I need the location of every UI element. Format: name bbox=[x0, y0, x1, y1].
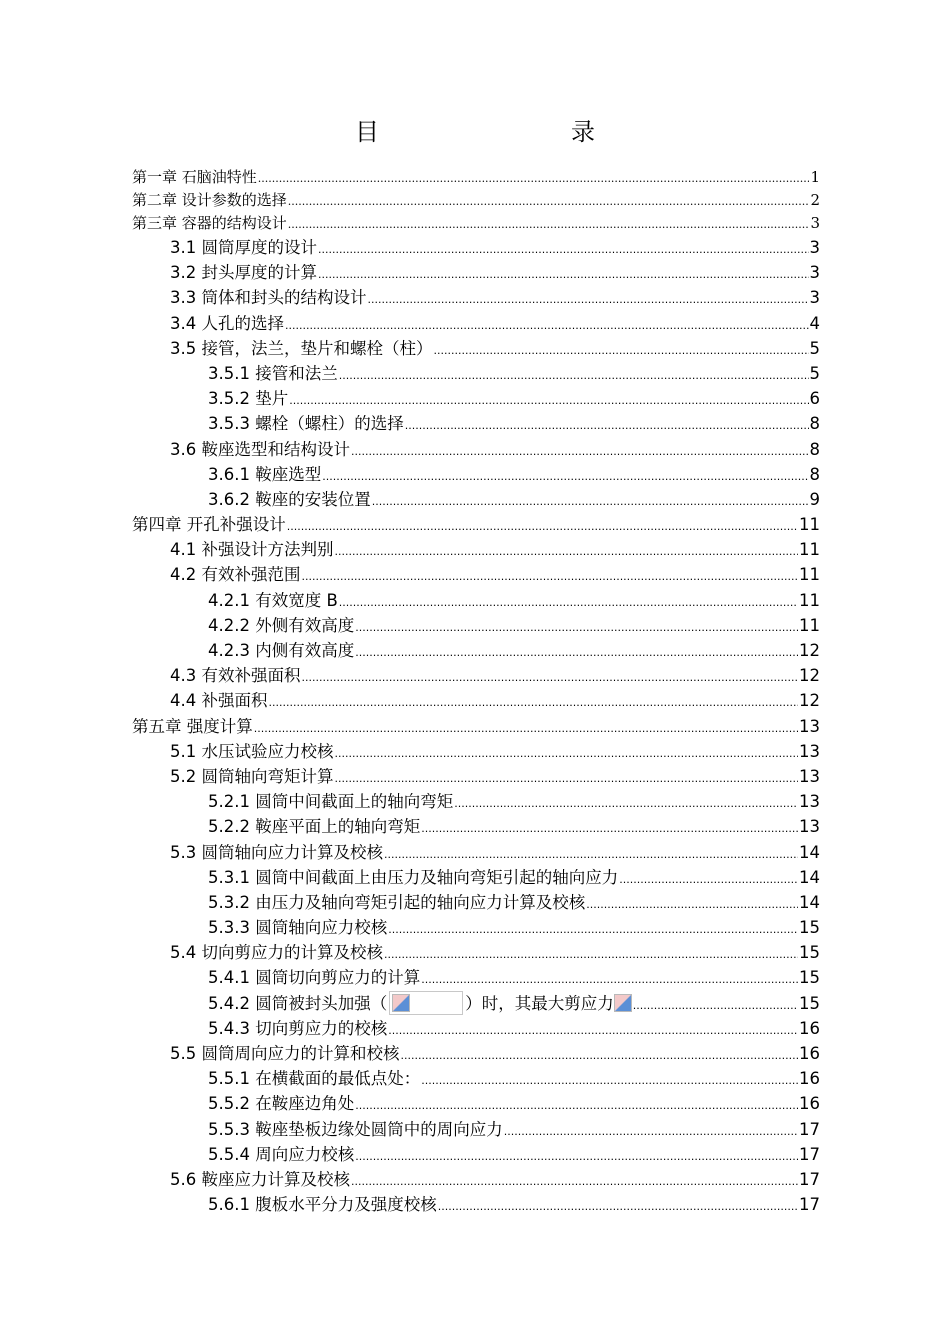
toc-page-number: 12 bbox=[799, 691, 820, 711]
toc-entry-title bbox=[170, 764, 334, 789]
toc-entry-title-text: 5.3 圆筒轴向应力计算及校核 bbox=[170, 842, 383, 862]
toc-entry-title bbox=[208, 1142, 354, 1167]
toc-dot-leader bbox=[372, 489, 809, 514]
toc-entry-title bbox=[208, 1066, 420, 1091]
toc-dot-leader bbox=[401, 1043, 799, 1068]
toc-page-number: 11 bbox=[799, 540, 820, 560]
toc-entry-title bbox=[132, 512, 286, 537]
toc-entry-title-text: 5.3.1 圆筒中间截面上由压力及轴向弯矩引起的轴向应力 bbox=[208, 867, 619, 887]
toc-page-number: 15 bbox=[799, 918, 820, 938]
toc-entry-title-text: 第五章 强度计算 bbox=[132, 716, 253, 736]
toc-entry-title-text: 5.5.1 在横截面的最低点处： bbox=[208, 1069, 421, 1089]
toc-dot-leader bbox=[335, 539, 799, 564]
toc-entry[interactable] bbox=[132, 1091, 820, 1116]
toc-entry[interactable] bbox=[132, 285, 820, 310]
toc-dot-leader bbox=[384, 842, 798, 867]
toc-entry[interactable] bbox=[132, 1142, 820, 1167]
toc-entry-title bbox=[208, 462, 321, 487]
toc-entry[interactable] bbox=[132, 1192, 820, 1217]
toc-entry-title-text: 5.5 圆筒周向应力的计算和校核 bbox=[170, 1044, 400, 1063]
toc-dot-leader bbox=[351, 439, 809, 464]
toc-entry[interactable] bbox=[132, 638, 820, 663]
toc-entry-title-text: 5.4.3 切向剪应力的校核 bbox=[208, 1018, 388, 1038]
toc-entry-title bbox=[170, 739, 334, 764]
toc-page-number: 13 bbox=[799, 792, 820, 812]
toc-entry-title bbox=[208, 890, 585, 915]
toc-entry-title bbox=[208, 1117, 503, 1142]
toc-entry-title-text: 5.4.2 圆筒被封头加强（ bbox=[208, 993, 388, 1013]
toc-entry-title-text: 5.5.4 周向应力校核 bbox=[208, 1144, 355, 1164]
toc-entry-title bbox=[170, 940, 383, 965]
toc-entry-title bbox=[208, 386, 288, 411]
toc-entry-title-text: 5.1 水压试验应力校核 bbox=[170, 741, 334, 761]
toc-dot-leader bbox=[421, 967, 798, 992]
toc-entry-title-text: 3.5.1 接管和法兰 bbox=[208, 363, 338, 383]
toc-entry[interactable] bbox=[132, 890, 820, 915]
toc-dot-leader bbox=[434, 338, 809, 363]
toc-entry[interactable] bbox=[132, 764, 820, 789]
toc-entry-title bbox=[208, 487, 371, 512]
toc-page-number: 5 bbox=[809, 363, 820, 383]
toc-entry-title bbox=[208, 411, 404, 436]
toc-page-number: 9 bbox=[809, 489, 820, 509]
toc-entry-title bbox=[208, 814, 420, 839]
toc-entry-title bbox=[208, 638, 354, 663]
toc-dot-leader bbox=[288, 213, 810, 236]
toc-page-number: 12 bbox=[799, 666, 820, 686]
page-title: 目 录 bbox=[355, 118, 643, 146]
toc-entry-title-text: ）时，其最大剪应力 bbox=[465, 993, 614, 1013]
toc-dot-leader bbox=[254, 716, 798, 741]
toc-entry-title-text: 3.5 接管，法兰，垫片和螺栓（柱） bbox=[170, 338, 433, 358]
toc-entry-title bbox=[132, 166, 257, 189]
toc-dot-leader bbox=[351, 1169, 798, 1194]
toc-entry[interactable] bbox=[132, 915, 820, 940]
toc-entry[interactable] bbox=[132, 814, 820, 839]
toc-entry[interactable] bbox=[132, 588, 820, 613]
toc-page-number: 16 bbox=[799, 1018, 820, 1038]
toc-entry-title-text: 5.3.2 由压力及轴向弯矩引起的轴向应力计算及校核 bbox=[208, 892, 586, 912]
toc-dot-leader bbox=[438, 1194, 798, 1219]
toc-entry-title-text: 5.2.2 鞍座平面上的轴向弯矩 bbox=[208, 817, 421, 837]
toc-entry[interactable] bbox=[132, 361, 820, 386]
toc-entry[interactable] bbox=[132, 688, 820, 713]
toc-dot-leader bbox=[619, 867, 798, 892]
toc-dot-leader bbox=[355, 1093, 798, 1118]
toc-page-number: 11 bbox=[799, 515, 820, 535]
toc-entry-title bbox=[170, 1041, 400, 1066]
toc-page-number: 5 bbox=[809, 338, 820, 358]
toc-page-number: 8 bbox=[809, 439, 820, 459]
toc-entry[interactable] bbox=[132, 714, 820, 739]
toc-entry-title-text: 5.5.3 鞍座垫板边缘处圆筒中的周向应力 bbox=[208, 1119, 503, 1139]
toc-entry[interactable] bbox=[132, 386, 820, 411]
toc-dot-leader bbox=[258, 167, 810, 190]
toc-entry-title-text: 3.6.1 鞍座选型 bbox=[208, 464, 322, 484]
toc-dot-leader bbox=[322, 464, 808, 489]
toc-page-number: 12 bbox=[799, 641, 820, 660]
toc-entry-title bbox=[170, 235, 317, 260]
toc-dot-leader bbox=[302, 564, 799, 589]
toc-entry-title bbox=[208, 965, 420, 990]
toc-page-number: 11 bbox=[799, 565, 820, 585]
toc-entry-title bbox=[170, 840, 383, 865]
toc-page-number: 13 bbox=[799, 766, 820, 786]
toc-entry-title-text: 3.5.2 垫片 bbox=[208, 389, 289, 409]
toc-entry-title-text: 4.2.3 内侧有效高度 bbox=[208, 641, 355, 660]
toc-entry[interactable] bbox=[132, 865, 820, 890]
toc-page-number: 8 bbox=[809, 414, 820, 434]
broken-image-icon bbox=[614, 994, 632, 1012]
toc-page-number: 3 bbox=[810, 214, 820, 232]
toc-page-number: 3 bbox=[809, 263, 820, 283]
toc-entry-title bbox=[132, 212, 287, 235]
toc-dot-leader bbox=[586, 892, 798, 917]
toc-page-number: 6 bbox=[809, 389, 820, 409]
toc-entry[interactable] bbox=[132, 189, 820, 212]
toc-entry[interactable] bbox=[132, 411, 820, 436]
toc-entry-title-text: 5.4.1 圆筒切向剪应力的计算 bbox=[208, 968, 421, 988]
toc-page-number: 15 bbox=[799, 943, 820, 963]
toc-dot-leader bbox=[355, 640, 798, 665]
toc-page-number: 13 bbox=[799, 716, 820, 736]
toc-dot-leader bbox=[339, 363, 809, 388]
toc-page-number: 1 bbox=[810, 168, 820, 186]
toc-page-number: 3 bbox=[809, 238, 820, 257]
toc-entry-title bbox=[170, 311, 284, 336]
toc-entry[interactable] bbox=[132, 663, 820, 688]
toc-dot-leader bbox=[355, 1144, 798, 1169]
toc-entry-title bbox=[170, 688, 268, 713]
toc-dot-leader bbox=[388, 1018, 798, 1043]
toc-dot-leader bbox=[421, 816, 798, 841]
toc-page-number: 14 bbox=[799, 867, 820, 887]
toc-entry-title-text: 5.2.1 圆筒中间截面上的轴向弯矩 bbox=[208, 792, 454, 812]
toc-page-number: 13 bbox=[799, 741, 820, 761]
toc-entry-title bbox=[170, 663, 301, 688]
toc-entry-title bbox=[208, 613, 354, 638]
toc-entry-title-text: 4.2.1 有效宽度 B bbox=[208, 590, 338, 610]
toc-entry-title bbox=[208, 1192, 437, 1217]
formula-image-placeholder bbox=[389, 991, 463, 1015]
toc-entry[interactable] bbox=[132, 1016, 820, 1041]
toc-entry-title bbox=[208, 991, 632, 1016]
toc-dot-leader bbox=[288, 190, 810, 213]
toc-entry-title bbox=[170, 537, 334, 562]
toc-dot-leader bbox=[384, 942, 798, 967]
toc-entry-title-text: 第四章 开孔补强设计 bbox=[132, 515, 286, 535]
toc-entry-title-text: 3.2 封头厚度的计算 bbox=[170, 263, 317, 283]
toc-entry-title bbox=[208, 361, 338, 386]
toc-page-number: 17 bbox=[799, 1144, 820, 1164]
toc-entry-title bbox=[170, 1167, 350, 1192]
toc-entry[interactable] bbox=[132, 1117, 820, 1142]
toc-entry-title bbox=[170, 260, 317, 285]
toc-entry-title bbox=[208, 1091, 354, 1116]
toc-entry[interactable] bbox=[132, 1041, 820, 1066]
toc-page-number: 17 bbox=[799, 1169, 820, 1189]
toc-entry-title-text: 4.2 有效补强范围 bbox=[170, 565, 301, 585]
toc-entry[interactable] bbox=[132, 311, 820, 336]
toc-entry[interactable] bbox=[132, 512, 820, 537]
toc-entry-title bbox=[208, 789, 453, 814]
toc-page-number: 16 bbox=[799, 1044, 820, 1063]
toc-dot-leader bbox=[355, 615, 798, 640]
toc-entry[interactable] bbox=[132, 166, 820, 189]
toc-entry[interactable] bbox=[132, 212, 820, 235]
toc-dot-leader bbox=[633, 993, 798, 1018]
toc-entry[interactable] bbox=[132, 1066, 820, 1091]
toc-dot-leader bbox=[388, 917, 798, 942]
toc-entry-title-text: 5.3.3 圆筒轴向应力校核 bbox=[208, 918, 388, 938]
toc-page-number: 4 bbox=[809, 313, 820, 333]
toc-page-number: 15 bbox=[799, 968, 820, 988]
toc-dot-leader bbox=[335, 766, 799, 791]
toc-entry-title-text: 第一章 石脑油特性 bbox=[132, 168, 257, 186]
toc-entry-title-text: 4.1 补强设计方法判别 bbox=[170, 540, 334, 560]
toc-entry[interactable] bbox=[132, 437, 820, 462]
toc-entry[interactable] bbox=[132, 336, 820, 361]
toc-dot-leader bbox=[318, 262, 809, 287]
toc-entry-title bbox=[132, 714, 253, 739]
toc-entry-title-text: 4.3 有效补强面积 bbox=[170, 666, 301, 686]
toc-entry-title-text: 3.3 筒体和封头的结构设计 bbox=[170, 288, 367, 308]
toc-entry[interactable] bbox=[132, 940, 820, 965]
toc-entry-title bbox=[170, 285, 367, 310]
toc-dot-leader bbox=[285, 313, 809, 338]
toc-entry[interactable] bbox=[132, 613, 820, 638]
toc-entry-title-text: 5.2 圆筒轴向弯矩计算 bbox=[170, 766, 334, 786]
toc-entry-title bbox=[208, 865, 618, 890]
toc-dot-leader bbox=[335, 741, 799, 766]
toc-entry[interactable] bbox=[132, 462, 820, 487]
toc-dot-leader bbox=[318, 237, 809, 262]
toc-entry[interactable] bbox=[132, 965, 820, 990]
toc-dot-leader bbox=[421, 1068, 798, 1093]
toc-dot-leader bbox=[454, 791, 798, 816]
toc-dot-leader bbox=[339, 590, 798, 615]
toc-entry-title-text: 5.5.2 在鞍座边角处 bbox=[208, 1094, 355, 1114]
toc-page-number: 15 bbox=[799, 993, 820, 1013]
toc-page-number: 14 bbox=[799, 892, 820, 912]
toc-entry[interactable] bbox=[132, 991, 820, 1016]
toc-dot-leader bbox=[269, 690, 799, 715]
toc-entry[interactable] bbox=[132, 840, 820, 865]
toc-entry-title bbox=[170, 437, 350, 462]
toc-entry-title bbox=[170, 336, 433, 361]
table-of-contents bbox=[132, 166, 820, 1217]
toc-entry-title bbox=[208, 915, 387, 940]
toc-entry-title-text: 第三章 容器的结构设计 bbox=[132, 214, 287, 232]
toc-page-number: 16 bbox=[799, 1069, 820, 1089]
toc-entry[interactable] bbox=[132, 562, 820, 587]
toc-entry-title bbox=[208, 588, 338, 613]
toc-entry-title-text: 第二章 设计参数的选择 bbox=[132, 191, 287, 209]
toc-page-number: 14 bbox=[799, 842, 820, 862]
toc-entry[interactable] bbox=[132, 487, 820, 512]
toc-entry[interactable] bbox=[132, 1167, 820, 1192]
toc-entry[interactable] bbox=[132, 789, 820, 814]
toc-entry-title bbox=[208, 1016, 387, 1041]
toc-entry-title-text: 3.4 人孔的选择 bbox=[170, 313, 284, 333]
toc-page-number: 11 bbox=[799, 615, 820, 635]
toc-entry-title-text: 3.6.2 鞍座的安装位置 bbox=[208, 489, 371, 509]
toc-page-number: 11 bbox=[799, 590, 820, 610]
toc-entry-title-text: 4.4 补强面积 bbox=[170, 691, 268, 711]
toc-dot-leader bbox=[287, 514, 798, 539]
toc-dot-leader bbox=[504, 1119, 798, 1144]
toc-entry-title-text: 3.1 圆筒厚度的设计 bbox=[170, 238, 317, 257]
toc-dot-leader bbox=[405, 413, 809, 438]
toc-entry-title-text: 3.6 鞍座选型和结构设计 bbox=[170, 439, 350, 459]
toc-page-number: 3 bbox=[809, 288, 820, 308]
toc-entry-title bbox=[170, 562, 301, 587]
toc-entry-title-text: 4.2.2 外侧有效高度 bbox=[208, 615, 355, 635]
toc-entry[interactable] bbox=[132, 235, 820, 260]
toc-dot-leader bbox=[289, 388, 808, 413]
toc-entry-title-text: 5.4 切向剪应力的计算及校核 bbox=[170, 943, 383, 963]
toc-page-number: 8 bbox=[809, 464, 820, 484]
toc-entry[interactable] bbox=[132, 739, 820, 764]
toc-entry[interactable] bbox=[132, 537, 820, 562]
toc-page-number: 17 bbox=[799, 1119, 820, 1139]
toc-entry-title bbox=[132, 189, 287, 212]
toc-page-number: 16 bbox=[799, 1094, 820, 1114]
broken-image-icon bbox=[392, 994, 410, 1012]
toc-dot-leader bbox=[368, 287, 809, 312]
toc-page-number: 2 bbox=[810, 191, 820, 209]
toc-entry[interactable] bbox=[132, 260, 820, 285]
toc-page-number: 17 bbox=[799, 1195, 820, 1215]
toc-entry-title-text: 5.6 鞍座应力计算及校核 bbox=[170, 1169, 350, 1189]
toc-entry-title-text: 5.6.1 腹板水平分力及强度校核 bbox=[208, 1195, 437, 1215]
toc-dot-leader bbox=[302, 665, 799, 690]
toc-entry-title-text: 3.5.3 螺栓（螺柱）的选择 bbox=[208, 414, 404, 434]
toc-page-number: 13 bbox=[799, 817, 820, 837]
